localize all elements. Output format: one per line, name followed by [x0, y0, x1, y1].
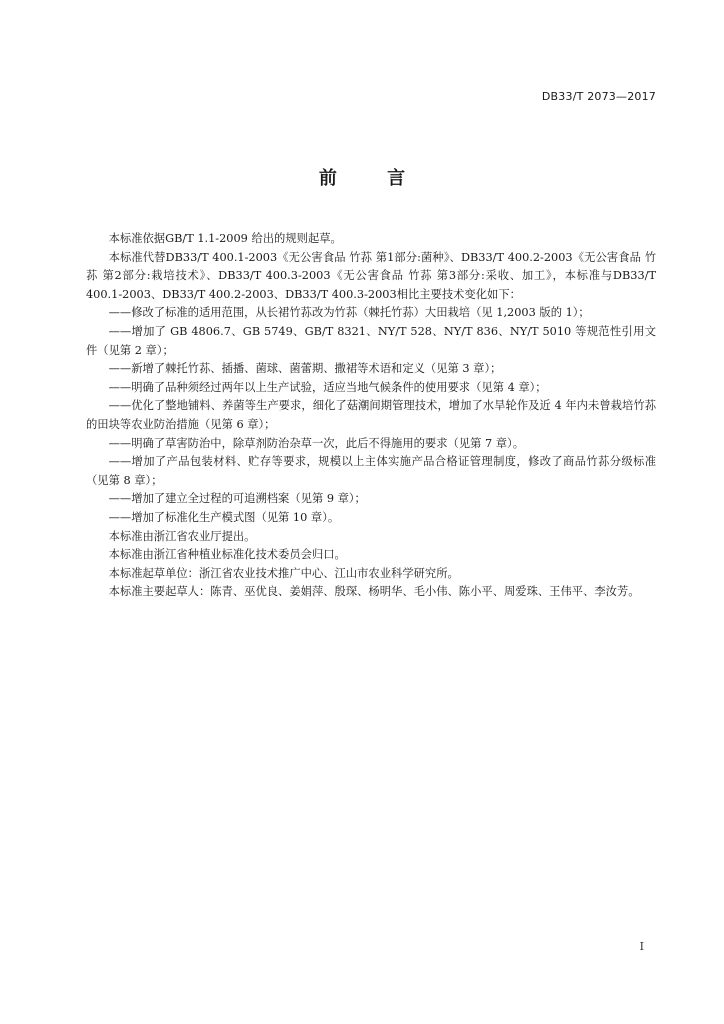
paragraph-replaces: 本标准代替DB33/T 400.1-2003《无公害食品 竹荪 第1部分:菌种》、DB33/T 400.2-2003《无公害食品 竹荪 第2部分:栽培技术》、DB33/T 400.3-2003《无公害食品 竹荪 第3部分:采收、加工》，本标准与DB33/T 400.1-2003、DB33/T 400.2-2003、DB33/T 400.3-2003相比主要技术变化如下： — [86, 250, 656, 301]
change-item-packaging: ——增加了产品包装材料、贮存等要求，规模以上主体实施产品合格证管理制度，修改了商品竹荪分级标准（见第 8 章）； — [86, 455, 656, 487]
paragraph-proposer: 本标准由浙江省农业厅提出。 — [108, 529, 256, 543]
paragraph-drafters: 本标准主要起草人：陈青、巫优良、姜娟萍、殷琛、杨明华、毛小伟、陈小平、周爱珠、王伟平、李汝芳。 — [108, 585, 640, 599]
paragraph-committee: 本标准由浙江省种植业标准化技术委员会归口。 — [108, 548, 346, 562]
page-title: 前 言 — [318, 168, 428, 189]
paragraph-drafting-rules: 本标准依据GB/T 1.1-2009 给出的规则起草。 — [108, 232, 342, 245]
page-number: I — [639, 940, 644, 953]
change-item-model-chart: ——增加了标准化生产模式图（见第 10 章）。 — [108, 510, 340, 524]
change-item-terms: ——新增了棘托竹荪、插播、菌球、菌蕾期、撒裙等术语和定义（见第 3 章）； — [108, 362, 502, 376]
foreword-body — [86, 230, 656, 602]
paragraph-drafting-units: 本标准起草单位：浙江省农业技术推广中心、江山市农业科学研究所。 — [108, 566, 459, 580]
change-item-scope: ——修改了标准的适用范围，从长裙竹荪改为竹荪（棘托竹荪）大田栽培（见 1,2003 版的 1）； — [108, 306, 590, 320]
change-item-production: ——优化了整地铺料、养菌等生产要求，细化了菇潮间期管理技术，增加了水旱轮作及近 4 年内未曾栽培竹荪的田块等农业防治措施（见第 6 章）； — [86, 399, 656, 431]
change-item-weed-control: ——明确了草害防治中，除草剂防治杂草一次，此后不得施用的要求（见第 7 章）。 — [108, 436, 525, 450]
change-item-varieties: ——明确了品种须经过两年以上生产试验，适应当地气候条件的使用要求（见第 4 章）； — [108, 380, 547, 394]
change-item-references: ——增加了 GB 4806.7、GB 5749、GB/T 8321、NY/T 528、NY/T 836、NY/T 5010 等规范性引用文件（见第 2 章）； — [86, 324, 656, 357]
change-item-traceability: ——增加了建立全过程的可追溯档案（见第 9 章）； — [108, 492, 366, 506]
standard-code: DB33/T 2073—2017 — [541, 90, 656, 103]
